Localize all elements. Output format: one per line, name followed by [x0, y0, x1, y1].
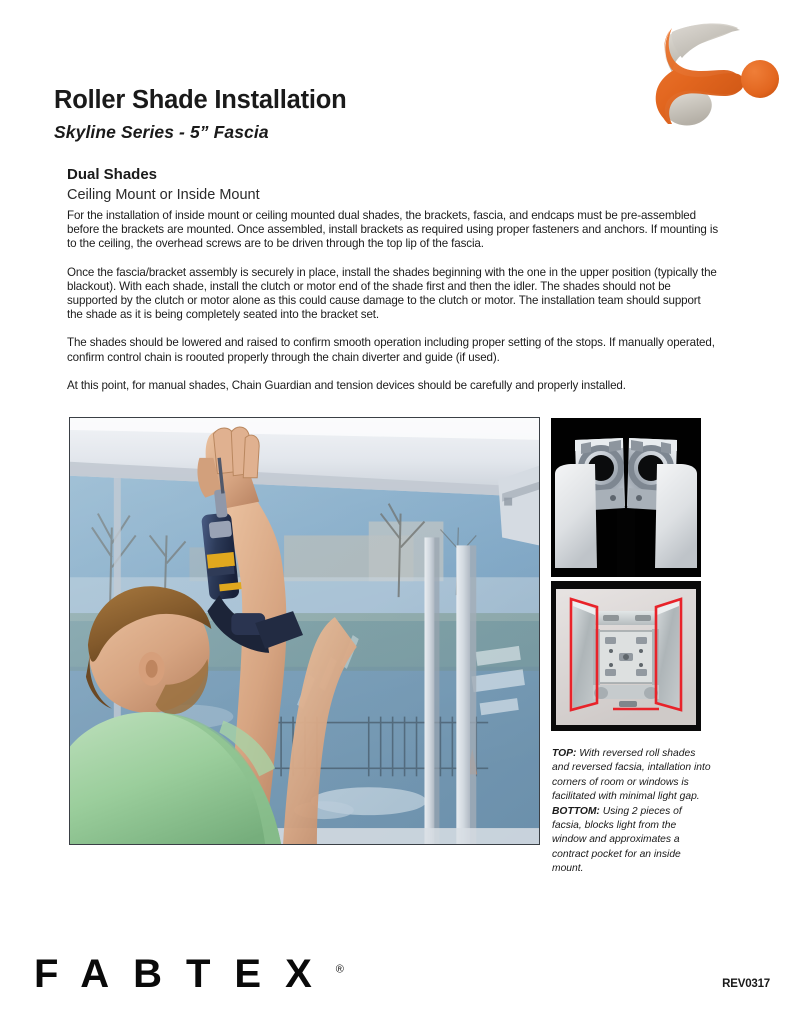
caption-bottom-label: BOTTOM:: [552, 805, 600, 817]
registered-trademark-icon: ®: [335, 963, 344, 976]
section-subheading: Ceiling Mount or Inside Mount: [67, 187, 260, 203]
two-brackets-back-to-back-image: [551, 418, 701, 577]
logo-swirl-icon: [648, 14, 784, 142]
paragraph-2: Once the fascia/bracket assembly is securely in place, install the shades beginning with the one in the upper position (typically the blackout). With each shade, install the clutch or motor end of the shade first and then the idler. The shades should not be supported by the clutch or motor alone as this could cause damage to the clutch or motor. The installation team should support the shade as it is being completely seated into the bracket set.: [67, 265, 717, 322]
section-heading: Dual Shades: [67, 166, 158, 183]
paragraph-4: At this point, for manual shades, Chain Guardian and tension devices should be carefully and properly installed.: [67, 378, 626, 392]
logo-orange-dot: [741, 60, 779, 98]
caption-top-label: TOP:: [552, 748, 577, 759]
page-title: Roller Shade Installation: [54, 86, 347, 114]
paragraph-3: The shades should be lowered and raised to confirm smooth operation including proper setting of the stops. If manually operated, confirm control chain is roouted properly through the chain diverter and guide (if used).: [67, 336, 715, 364]
fascia-bracket-assembly-photo: [551, 581, 701, 731]
main-installation-photo: [69, 417, 540, 845]
body-copy: [67, 209, 719, 407]
footer-brand-text: FABTEX: [34, 952, 336, 996]
photo-caption: [552, 747, 712, 877]
caption-top-text: With reversed roll shades and reversed facsia, intallation into corners of room or windows is facilitated with minimal light gap.: [552, 748, 711, 803]
installer-drilling-fascia-image: [70, 418, 539, 844]
fascia-bracket-topview-image: [551, 581, 701, 731]
fabtex-logo-mark: [648, 14, 784, 142]
page-subtitle: Skyline Series - 5” Fascia: [54, 122, 269, 142]
paragraph-1: For the installation of inside mount or ceiling mounted dual shades, the brackets, fascia, and endcaps must be pre-assembled before the brackets are mounted. Once assembled, install brackets as required using proper fasteners and anchors. If mounting is to the ceiling, the overhead screws are to be driven through the top lip of the fascia.: [67, 209, 718, 251]
caption-bottom-text: Using 2 pieces of facsia, blocks light from the window and approximates a contract pocket for an inside mount.: [552, 805, 682, 875]
footer-brand-logo: [34, 952, 344, 997]
reversed-brackets-photo: [551, 418, 701, 577]
revision-number: REV0317: [722, 978, 770, 990]
